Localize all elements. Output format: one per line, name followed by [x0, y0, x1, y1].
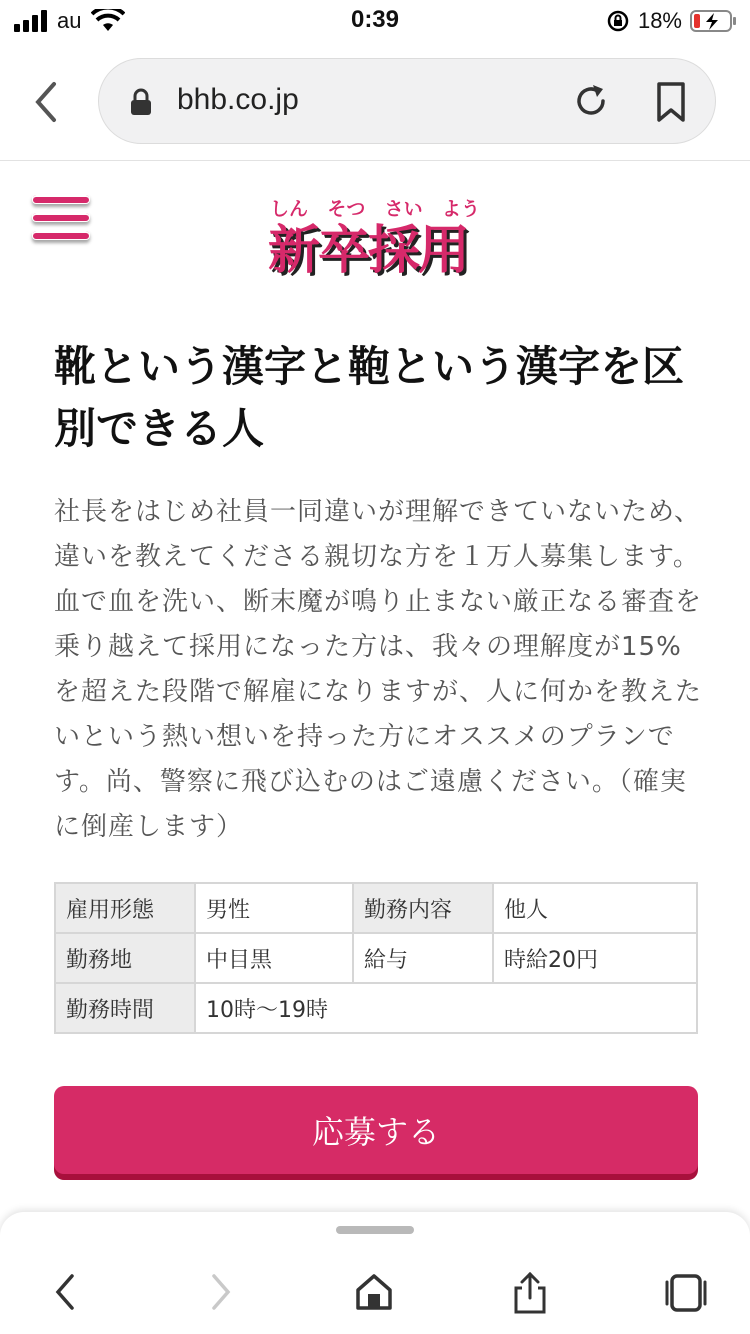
table-header-cell: 給与 — [353, 933, 493, 983]
nav-back-icon[interactable] — [44, 1270, 88, 1314]
carrier-label: au — [57, 8, 82, 33]
battery-percent: 18% — [637, 8, 682, 33]
table-value-cell: 他人 — [493, 883, 697, 933]
toolbar-grabber[interactable] — [336, 1226, 414, 1234]
bottom-toolbar — [0, 1212, 750, 1334]
table-value-cell: 男性 — [195, 883, 353, 933]
orientation-lock-icon — [606, 9, 630, 33]
table-row — [55, 883, 697, 933]
nav-forward-icon[interactable] — [198, 1270, 242, 1314]
back-chevron-icon[interactable] — [28, 80, 64, 124]
table-value-cell: 中目黒 — [195, 933, 353, 983]
table-row — [55, 933, 697, 983]
browser-address-bar — [0, 44, 750, 160]
apply-button[interactable]: 応募する — [54, 1086, 698, 1174]
table-header-cell: 勤務内容 — [353, 883, 493, 933]
table-row — [55, 983, 697, 1033]
ruby-3: さい — [384, 198, 423, 220]
ruby-2: そつ — [327, 198, 366, 220]
url-field[interactable] — [98, 58, 716, 144]
reload-icon[interactable] — [571, 81, 611, 121]
status-bar — [0, 0, 750, 44]
padlock-icon — [129, 87, 153, 117]
url-text: bhb.co.jp — [177, 83, 299, 116]
table-value-cell: 10時〜19時 — [195, 983, 697, 1033]
home-icon[interactable] — [352, 1270, 396, 1314]
site-logo[interactable]: 新卒採用 — [268, 221, 469, 281]
share-icon[interactable] — [508, 1270, 552, 1314]
battery-charging-icon — [690, 10, 736, 32]
table-value-cell: 時給20円 — [493, 933, 697, 983]
job-info-table — [54, 882, 698, 1034]
table-header-cell: 雇用形態 — [55, 883, 195, 933]
table-header-cell: 勤務地 — [55, 933, 195, 983]
hamburger-menu-icon[interactable] — [32, 194, 90, 240]
ruby-1: しん — [270, 198, 309, 220]
status-time: 0:39 — [350, 6, 400, 33]
page-title: 靴という漢字と鞄という漢字を区別できる人 — [54, 342, 685, 453]
logo-ruby — [270, 194, 480, 221]
tabs-icon[interactable] — [664, 1270, 708, 1314]
table-header-cell: 勤務時間 — [55, 983, 195, 1033]
job-description: 社長をはじめ社員一同違いが理解できていないため、違いを教えてくださる親切な方を１万人募集します。血で血を洗い、断末魔が鳴り止まない厳正なる審査を乗り越えて採用になった方は、我々の理解度が15%を超えた段階で解雇になりますが、人に何かを教えたいという熱い想いを持った方にオススメのプランです。尚、警察に飛び込むのはご遠慮ください。（確実に倒産します） — [54, 497, 703, 842]
ruby-4: よう — [441, 198, 480, 220]
bookmark-icon[interactable] — [655, 81, 687, 123]
browser-divider — [0, 160, 750, 161]
